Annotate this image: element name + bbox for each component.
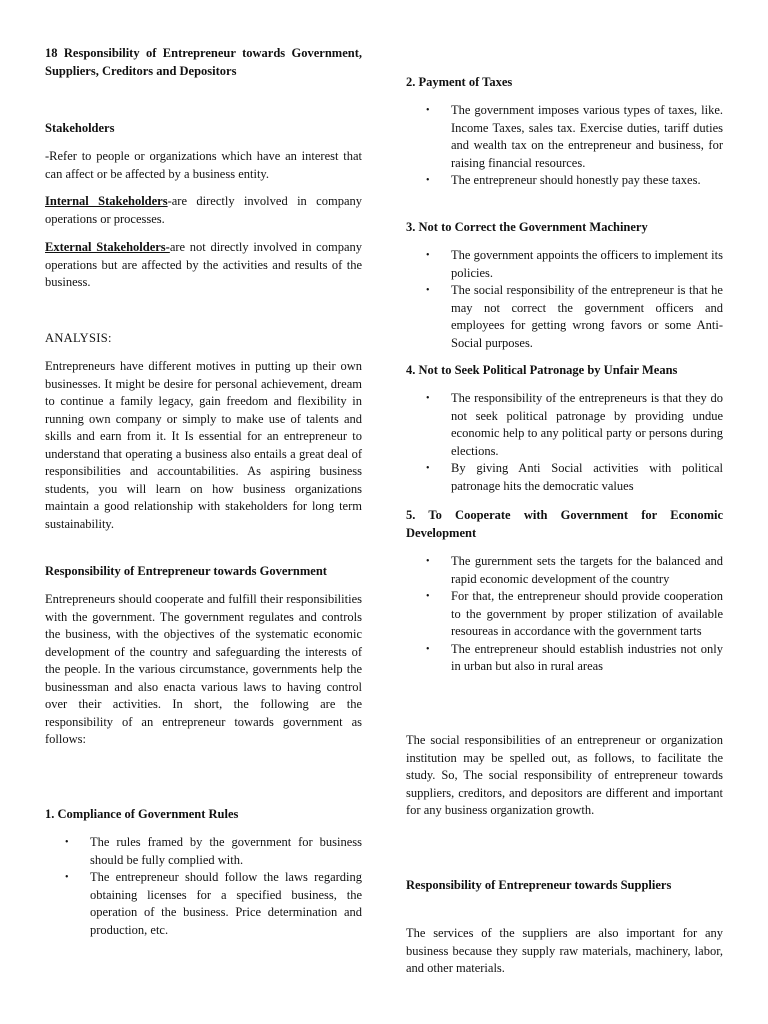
list-item: • The government imposes various types of taxes, like. Income Taxes, sales tax. Exercise duties, tariff duties and wealth tax on the entrepreneur and business, for raising financial resources. — [426, 103, 723, 170]
list-item: • The entrepreneur should honestly pay these taxes. — [406, 172, 723, 190]
bullet-icon: • — [426, 105, 430, 116]
section-1-list — [45, 834, 362, 939]
analysis-heading: ANALYSIS: — [45, 331, 112, 345]
list-item: • By giving Anti Social activities with political patronage hits the democratic values — [426, 461, 723, 493]
section-2-heading: 2. Payment of Taxes — [406, 75, 513, 89]
internal-stakeholders-text: -are directly involved in company operations or processes. — [45, 194, 363, 226]
list-item: • The rules framed by the government for business should be fully complied with. — [65, 835, 362, 867]
section-4-list — [406, 390, 723, 495]
bullet-icon: • — [426, 463, 430, 474]
external-stakeholders-paragraph — [45, 239, 362, 292]
section-5-list — [406, 553, 723, 676]
bullet-icon: • — [426, 175, 430, 186]
list-item: • The gurernment sets the targets for the balanced and rapid economic development of the country — [426, 554, 723, 586]
bullet-icon: • — [65, 872, 69, 883]
list-item: • The entrepreneur should follow the laws regarding obtaining licenses for a specified business, the operation of the business. Price determination and production, etc. — [65, 870, 362, 937]
government-responsibility-heading: Responsibility of Entrepreneur towards Government — [45, 564, 327, 578]
stakeholders-definition: -Refer to people or organizations which have an interest that can affect or be affected by a business entity. — [45, 149, 362, 181]
bullet-icon: • — [426, 250, 430, 261]
bullet-icon: • — [426, 393, 430, 404]
suppliers-heading: Responsibility of Entrepreneur towards Suppliers — [406, 878, 672, 892]
section-1-heading: 1. Compliance of Government Rules — [45, 807, 239, 821]
list-item: • The government appoints the officers to implement its policies. — [426, 248, 723, 280]
list-item: • The responsibility of the entrepreneurs is that they do not seek political patronage by providing undue economic help to any political party or persons during elections. — [426, 391, 723, 458]
section-5-heading: 5. To Cooperate with Government for Economic Development — [406, 508, 723, 540]
government-responsibility-paragraph: Entrepreneurs should cooperate and fulfill their responsibilities with the government. The government regulates and controls the business, with the objectives of the systematic economic development of the country and safeguarding the interests of the people. In the various circumstance, governments help the businessman and also enacta various laws to having control over their activities. In short, the following are the responsibility of an entrepreneur towards government as follows: — [45, 592, 362, 746]
bullet-icon: • — [426, 285, 430, 296]
document-title: 18 Responsibility of Entrepreneur towards Government, Suppliers, Creditors and Depositors — [45, 46, 362, 78]
section-2-list — [406, 102, 723, 190]
section-3-heading: 3. Not to Correct the Government Machinery — [406, 220, 648, 234]
external-stakeholders-label: External Stakeholders- — [45, 240, 170, 254]
list-item: • For that, the entrepreneur should provide cooperation to the government by proper stilization of available resoureas in accordance with the government tarts — [426, 589, 723, 638]
social-responsibility-paragraph: The social responsibilities of an entrepreneur or organization institution may be spelled out, as follows, to facilitate the study. So, The social responsibility of entrepreneur towards suppliers, creditors, and depositors are different and important for any business organization growth. — [406, 733, 723, 817]
internal-stakeholders-label: Internal Stakeholders — [45, 194, 168, 208]
section-3-list — [406, 247, 723, 352]
bullet-icon: • — [426, 643, 430, 655]
bullet-icon: • — [426, 591, 430, 602]
internal-stakeholders-paragraph — [45, 193, 362, 228]
suppliers-paragraph: The services of the suppliers are also important for any business because they supply raw materials, machinery, labor, and other materials. — [406, 926, 723, 975]
analysis-paragraph: Entrepreneurs have different motives in putting up their own businesses. It might be desire for personal achievement, dream to continue a family legacy, gain freedom and flexibility in running own company or simply to make use of talents and skills and earn from it. It Is essential for an entrepreneur to understand that operating a business also entails a great deal of responsibilities and accountabilities. As aspiring business students, you will learn on how business organizations maintain a good relationship with stakeholders for long term sustainability. — [45, 359, 362, 531]
bullet-icon: • — [65, 837, 69, 848]
bullet-icon: • — [426, 556, 430, 567]
section-4-heading: 4. Not to Seek Political Patronage by Unfair Means — [406, 363, 678, 377]
stakeholders-heading: Stakeholders — [45, 121, 115, 135]
list-item: • The social responsibility of the entrepreneur is that he may not correct the government officers and employees for getting wrong favors or some Anti-Social purposes. — [426, 283, 723, 350]
external-stakeholders-text: are not directly involved in company operations but are affected by the activities and results of the business. — [45, 240, 363, 289]
list-item: • The entrepreneur should establish industries not only in urban but also in rural areas — [426, 641, 723, 673]
